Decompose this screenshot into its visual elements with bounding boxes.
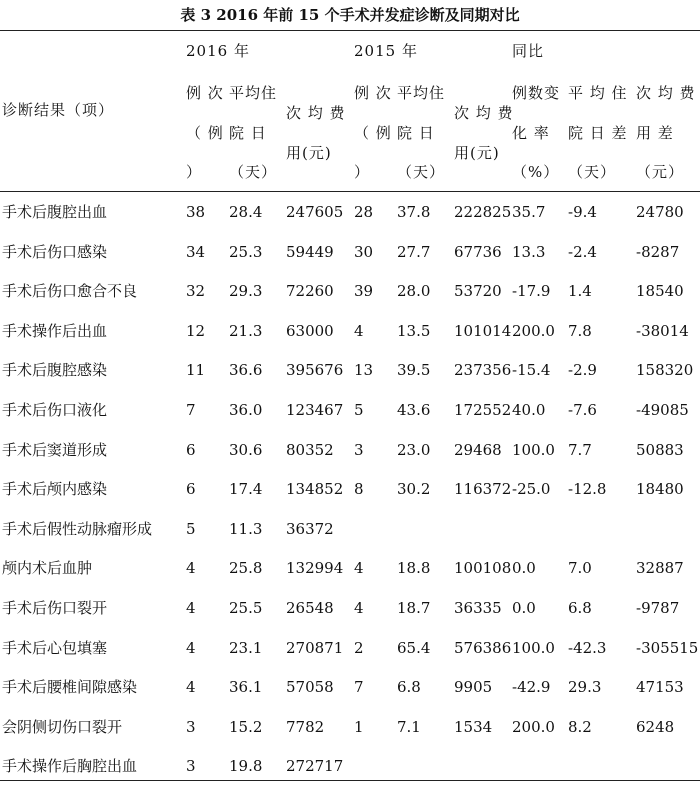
- table-cell-cost-diff: -305515: [636, 639, 699, 657]
- table-cell-row-label: 手术后假性动脉瘤形成: [2, 520, 153, 538]
- table-cell-cost-2016: 26548: [286, 599, 334, 617]
- table-cell-cases-2015: 2: [354, 639, 364, 657]
- table-cell-cases-change: 0.0: [512, 599, 536, 617]
- table-cell-cost-diff: -8287: [636, 243, 680, 261]
- table-cell-cases-2015: 13: [354, 361, 374, 379]
- table-cell-days-diff: 29.3: [568, 678, 602, 696]
- table-cell-row-label: 手术后伤口裂开: [2, 599, 108, 617]
- table-cell-cost-diff: -49085: [636, 401, 689, 419]
- table-cell-cases-2016: 6: [186, 441, 196, 459]
- table-cell-days-diff: -42.3: [568, 639, 607, 657]
- table-cell-cost-2015: 172552: [454, 401, 512, 419]
- hcmp-days-l3: （天）: [568, 163, 617, 181]
- table-cell-cost-2015: 67736: [454, 243, 502, 261]
- table-cell-days-2016: 29.3: [229, 282, 263, 300]
- h2016-cases-l1: 例 次: [186, 84, 224, 102]
- table-cell-row-label: 手术后伤口液化: [2, 401, 108, 419]
- table-cell-row-label: 会阴侧切伤口裂开: [2, 718, 123, 736]
- table-cell-cost-2015: 36335: [454, 599, 502, 617]
- table-cell-cases-2016: 7: [186, 401, 196, 419]
- h2016-cases-l3: ）: [186, 163, 203, 181]
- table-cell-row-label: 手术后伤口愈合不良: [2, 282, 138, 300]
- table-cell-cost-2015: 100108: [454, 559, 512, 577]
- h2015-cases-l1: 例 次: [354, 84, 392, 102]
- table-cell-row-label: 手术后腹腔感染: [2, 361, 108, 379]
- table-cell-row-label: 颅内术后血肿: [2, 559, 93, 577]
- table-cell-cost-2016: 80352: [286, 441, 334, 459]
- header-rule: [0, 191, 700, 192]
- table-cell-cases-change: -42.9: [512, 678, 551, 696]
- table-cell-cost-2016: 395676: [286, 361, 344, 379]
- table-cell-cases-2016: 34: [186, 243, 206, 261]
- table-cell-cases-change: -17.9: [512, 282, 551, 300]
- table-cell-days-2016: 25.3: [229, 243, 263, 261]
- table-cell-cases-2015: 28: [354, 203, 374, 221]
- table-cell-cases-2016: 5: [186, 520, 196, 538]
- hcmp-cases-l3: （%）: [512, 163, 560, 181]
- table-cell-cases-2015: 30: [354, 243, 374, 261]
- table-cell-cost-2016: 123467: [286, 401, 344, 419]
- table-cell-cost-2015: 53720: [454, 282, 502, 300]
- table-cell-cases-change: 40.0: [512, 401, 546, 419]
- table-cell-cost-2015: 29468: [454, 441, 502, 459]
- table-cell-cost-diff: 158320: [636, 361, 694, 379]
- top-rule: [0, 30, 700, 31]
- table-cell-days-diff: 7.7: [568, 441, 592, 459]
- table-cell-days-2016: 15.2: [229, 718, 263, 736]
- h2015-cost-l2: 用(元): [454, 144, 500, 162]
- hcmp-cost-l3: （元）: [636, 163, 685, 181]
- table-cell-cost-2016: 72260: [286, 282, 334, 300]
- table-cell-cases-2016: 6: [186, 480, 196, 498]
- table-cell-cases-2015: 7: [354, 678, 364, 696]
- table-cell-days-2015: 28.0: [397, 282, 431, 300]
- table-cell-days-2016: 30.6: [229, 441, 263, 459]
- table-cell-days-2016: 17.4: [229, 480, 263, 498]
- table-cell-cases-2015: 39: [354, 282, 374, 300]
- h2016-days-l1: 平均住: [229, 84, 278, 102]
- table-cell-days-2016: 23.1: [229, 639, 263, 657]
- table-title: 表 3 2016 年前 15 个手术并发症诊断及同期对比: [180, 6, 520, 24]
- table-cell-cost-diff: 50883: [636, 441, 684, 459]
- table-cell-cases-2015: 5: [354, 401, 364, 419]
- table-cell-cost-2016: 132994: [286, 559, 344, 577]
- table-cell-days-2015: 18.7: [397, 599, 431, 617]
- table-cell-days-diff: -9.4: [568, 203, 597, 221]
- table-cell-days-2016: 25.8: [229, 559, 263, 577]
- table-cell-cases-2016: 4: [186, 559, 196, 577]
- table-cell-cost-2016: 134852: [286, 480, 344, 498]
- table-cell-days-2016: 11.3: [229, 520, 263, 538]
- table-cell-cost-diff: -38014: [636, 322, 689, 340]
- table-cell-days-diff: 8.2: [568, 718, 592, 736]
- table-cell-row-label: 手术后腹腔出血: [2, 203, 108, 221]
- bottom-rule: [0, 780, 700, 781]
- hcmp-cases-l1: 例数变: [512, 84, 561, 102]
- table-cell-cases-2016: 4: [186, 639, 196, 657]
- table-cell-cases-2015: 4: [354, 322, 364, 340]
- table-cell-cases-2015: 3: [354, 441, 364, 459]
- table-cell-cost-2016: 36372: [286, 520, 334, 538]
- table-cell-cases-2015: 1: [354, 718, 364, 736]
- table-cell-days-diff: -12.8: [568, 480, 607, 498]
- table-cell-days-2016: 36.1: [229, 678, 263, 696]
- table-cell-cases-change: -15.4: [512, 361, 551, 379]
- table-cell-days-diff: 7.0: [568, 559, 592, 577]
- table-cell-cost-2016: 272717: [286, 757, 344, 775]
- hcmp-cases-l2: 化 率: [512, 124, 550, 142]
- table-cell-cases-change: 13.3: [512, 243, 546, 261]
- group-2015-header: 2015 年: [354, 42, 418, 60]
- group-compare-header: 同比: [512, 42, 545, 60]
- table-cell-days-2016: 21.3: [229, 322, 263, 340]
- table-cell-days-2016: 25.5: [229, 599, 263, 617]
- table-cell-row-label: 手术操作后胸腔出血: [2, 757, 138, 775]
- table-cell-days-2015: 18.8: [397, 559, 431, 577]
- table-cell-days-2016: 28.4: [229, 203, 263, 221]
- table-cell-cost-2015: 222825: [454, 203, 512, 221]
- table-cell-days-diff: -2.4: [568, 243, 597, 261]
- table-cell-cost-diff: 24780: [636, 203, 684, 221]
- table-cell-days-2015: 37.8: [397, 203, 431, 221]
- hcmp-cost-l1: 次 均 费: [636, 84, 696, 102]
- table-cell-days-diff: -7.6: [568, 401, 597, 419]
- table-cell-cost-2015: 9905: [454, 678, 493, 696]
- table-cell-cases-2016: 3: [186, 757, 196, 775]
- table-cell-cost-diff: 32887: [636, 559, 684, 577]
- table-cell-days-2015: 27.7: [397, 243, 431, 261]
- table-cell-cost-2016: 57058: [286, 678, 334, 696]
- table-cell-cost-diff: 47153: [636, 678, 684, 696]
- table-cell-days-diff: 6.8: [568, 599, 592, 617]
- table-cell-days-2016: 19.8: [229, 757, 263, 775]
- table-cell-cost-2015: 101014: [454, 322, 512, 340]
- table-cell-cases-2015: 8: [354, 480, 364, 498]
- table-cell-cost-2016: 7782: [286, 718, 325, 736]
- h2016-days-l3: （天）: [229, 163, 278, 181]
- h2015-cases-l2: （ 例: [354, 124, 392, 142]
- h2015-cases-l3: ）: [354, 163, 371, 181]
- table-cell-cases-2016: 4: [186, 678, 196, 696]
- h2016-days-l2: 院 日: [229, 124, 267, 142]
- table-cell-row-label: 手术后窦道形成: [2, 441, 108, 459]
- group-2016-header: 2016 年: [186, 42, 250, 60]
- table-cell-cases-change: 100.0: [512, 441, 555, 459]
- table-cell-cases-2016: 3: [186, 718, 196, 736]
- table-cell-cases-change: 100.0: [512, 639, 555, 657]
- table-cell-days-2015: 39.5: [397, 361, 431, 379]
- h2016-cost-l1: 次 均 费: [286, 104, 346, 122]
- table-cell-cases-2015: 4: [354, 559, 364, 577]
- table-cell-cost-2015: 576386: [454, 639, 512, 657]
- table-cell-days-2015: 65.4: [397, 639, 431, 657]
- table-cell-row-label: 手术后心包填塞: [2, 639, 108, 657]
- table-cell-cases-2016: 4: [186, 599, 196, 617]
- table-cell-days-2016: 36.6: [229, 361, 263, 379]
- table-cell-cost-2015: 116372: [454, 480, 512, 498]
- row-label-header: 诊断结果（项）: [2, 101, 115, 119]
- table-cell-cases-change: 200.0: [512, 322, 555, 340]
- table-cell-cases-change: 0.0: [512, 559, 536, 577]
- table-cell-cost-2015: 237356: [454, 361, 512, 379]
- table-cell-cost-diff: 18480: [636, 480, 684, 498]
- table-cell-days-diff: 7.8: [568, 322, 592, 340]
- table-cell-days-2015: 30.2: [397, 480, 431, 498]
- hcmp-days-l1: 平 均 住: [568, 84, 628, 102]
- table-cell-days-2015: 13.5: [397, 322, 431, 340]
- h2015-days-l3: （天）: [397, 163, 446, 181]
- table-cell-row-label: 手术后腰椎间隙感染: [2, 678, 138, 696]
- table-cell-row-label: 手术后伤口感染: [2, 243, 108, 261]
- table-cell-cost-2016: 63000: [286, 322, 334, 340]
- table-cell-cases-2015: 4: [354, 599, 364, 617]
- table-cell-row-label: 手术操作后出血: [2, 322, 108, 340]
- h2015-days-l1: 平均住: [397, 84, 446, 102]
- table-cell-cases-2016: 11: [186, 361, 206, 379]
- h2016-cases-l2: （ 例: [186, 124, 224, 142]
- table-cell-days-2015: 6.8: [397, 678, 421, 696]
- table-cell-cost-diff: 6248: [636, 718, 675, 736]
- h2015-cost-l1: 次 均 费: [454, 104, 514, 122]
- table-cell-cases-change: -25.0: [512, 480, 551, 498]
- table-cell-cases-change: 35.7: [512, 203, 546, 221]
- table-cell-row-label: 手术后颅内感染: [2, 480, 108, 498]
- table-cell-days-2015: 43.6: [397, 401, 431, 419]
- table-cell-cost-2016: 247605: [286, 203, 344, 221]
- hcmp-cost-l2: 用 差: [636, 124, 674, 142]
- table-cell-cost-2016: 59449: [286, 243, 334, 261]
- table-cell-cost-2015: 1534: [454, 718, 493, 736]
- table-cell-cost-diff: -9787: [636, 599, 680, 617]
- table-cell-days-2015: 7.1: [397, 718, 421, 736]
- table-cell-cost-diff: 18540: [636, 282, 684, 300]
- h2015-days-l2: 院 日: [397, 124, 435, 142]
- table-cell-cases-2016: 12: [186, 322, 206, 340]
- table-cell-days-diff: -2.9: [568, 361, 597, 379]
- table-cell-days-2015: 23.0: [397, 441, 431, 459]
- h2016-cost-l2: 用(元): [286, 144, 332, 162]
- table-cell-cases-2016: 38: [186, 203, 206, 221]
- table-cell-days-2016: 36.0: [229, 401, 263, 419]
- table-cell-days-diff: 1.4: [568, 282, 592, 300]
- hcmp-days-l2: 院 日 差: [568, 124, 628, 142]
- table-cell-cases-2016: 32: [186, 282, 206, 300]
- table-cell-cost-2016: 270871: [286, 639, 344, 657]
- table-cell-cases-change: 200.0: [512, 718, 555, 736]
